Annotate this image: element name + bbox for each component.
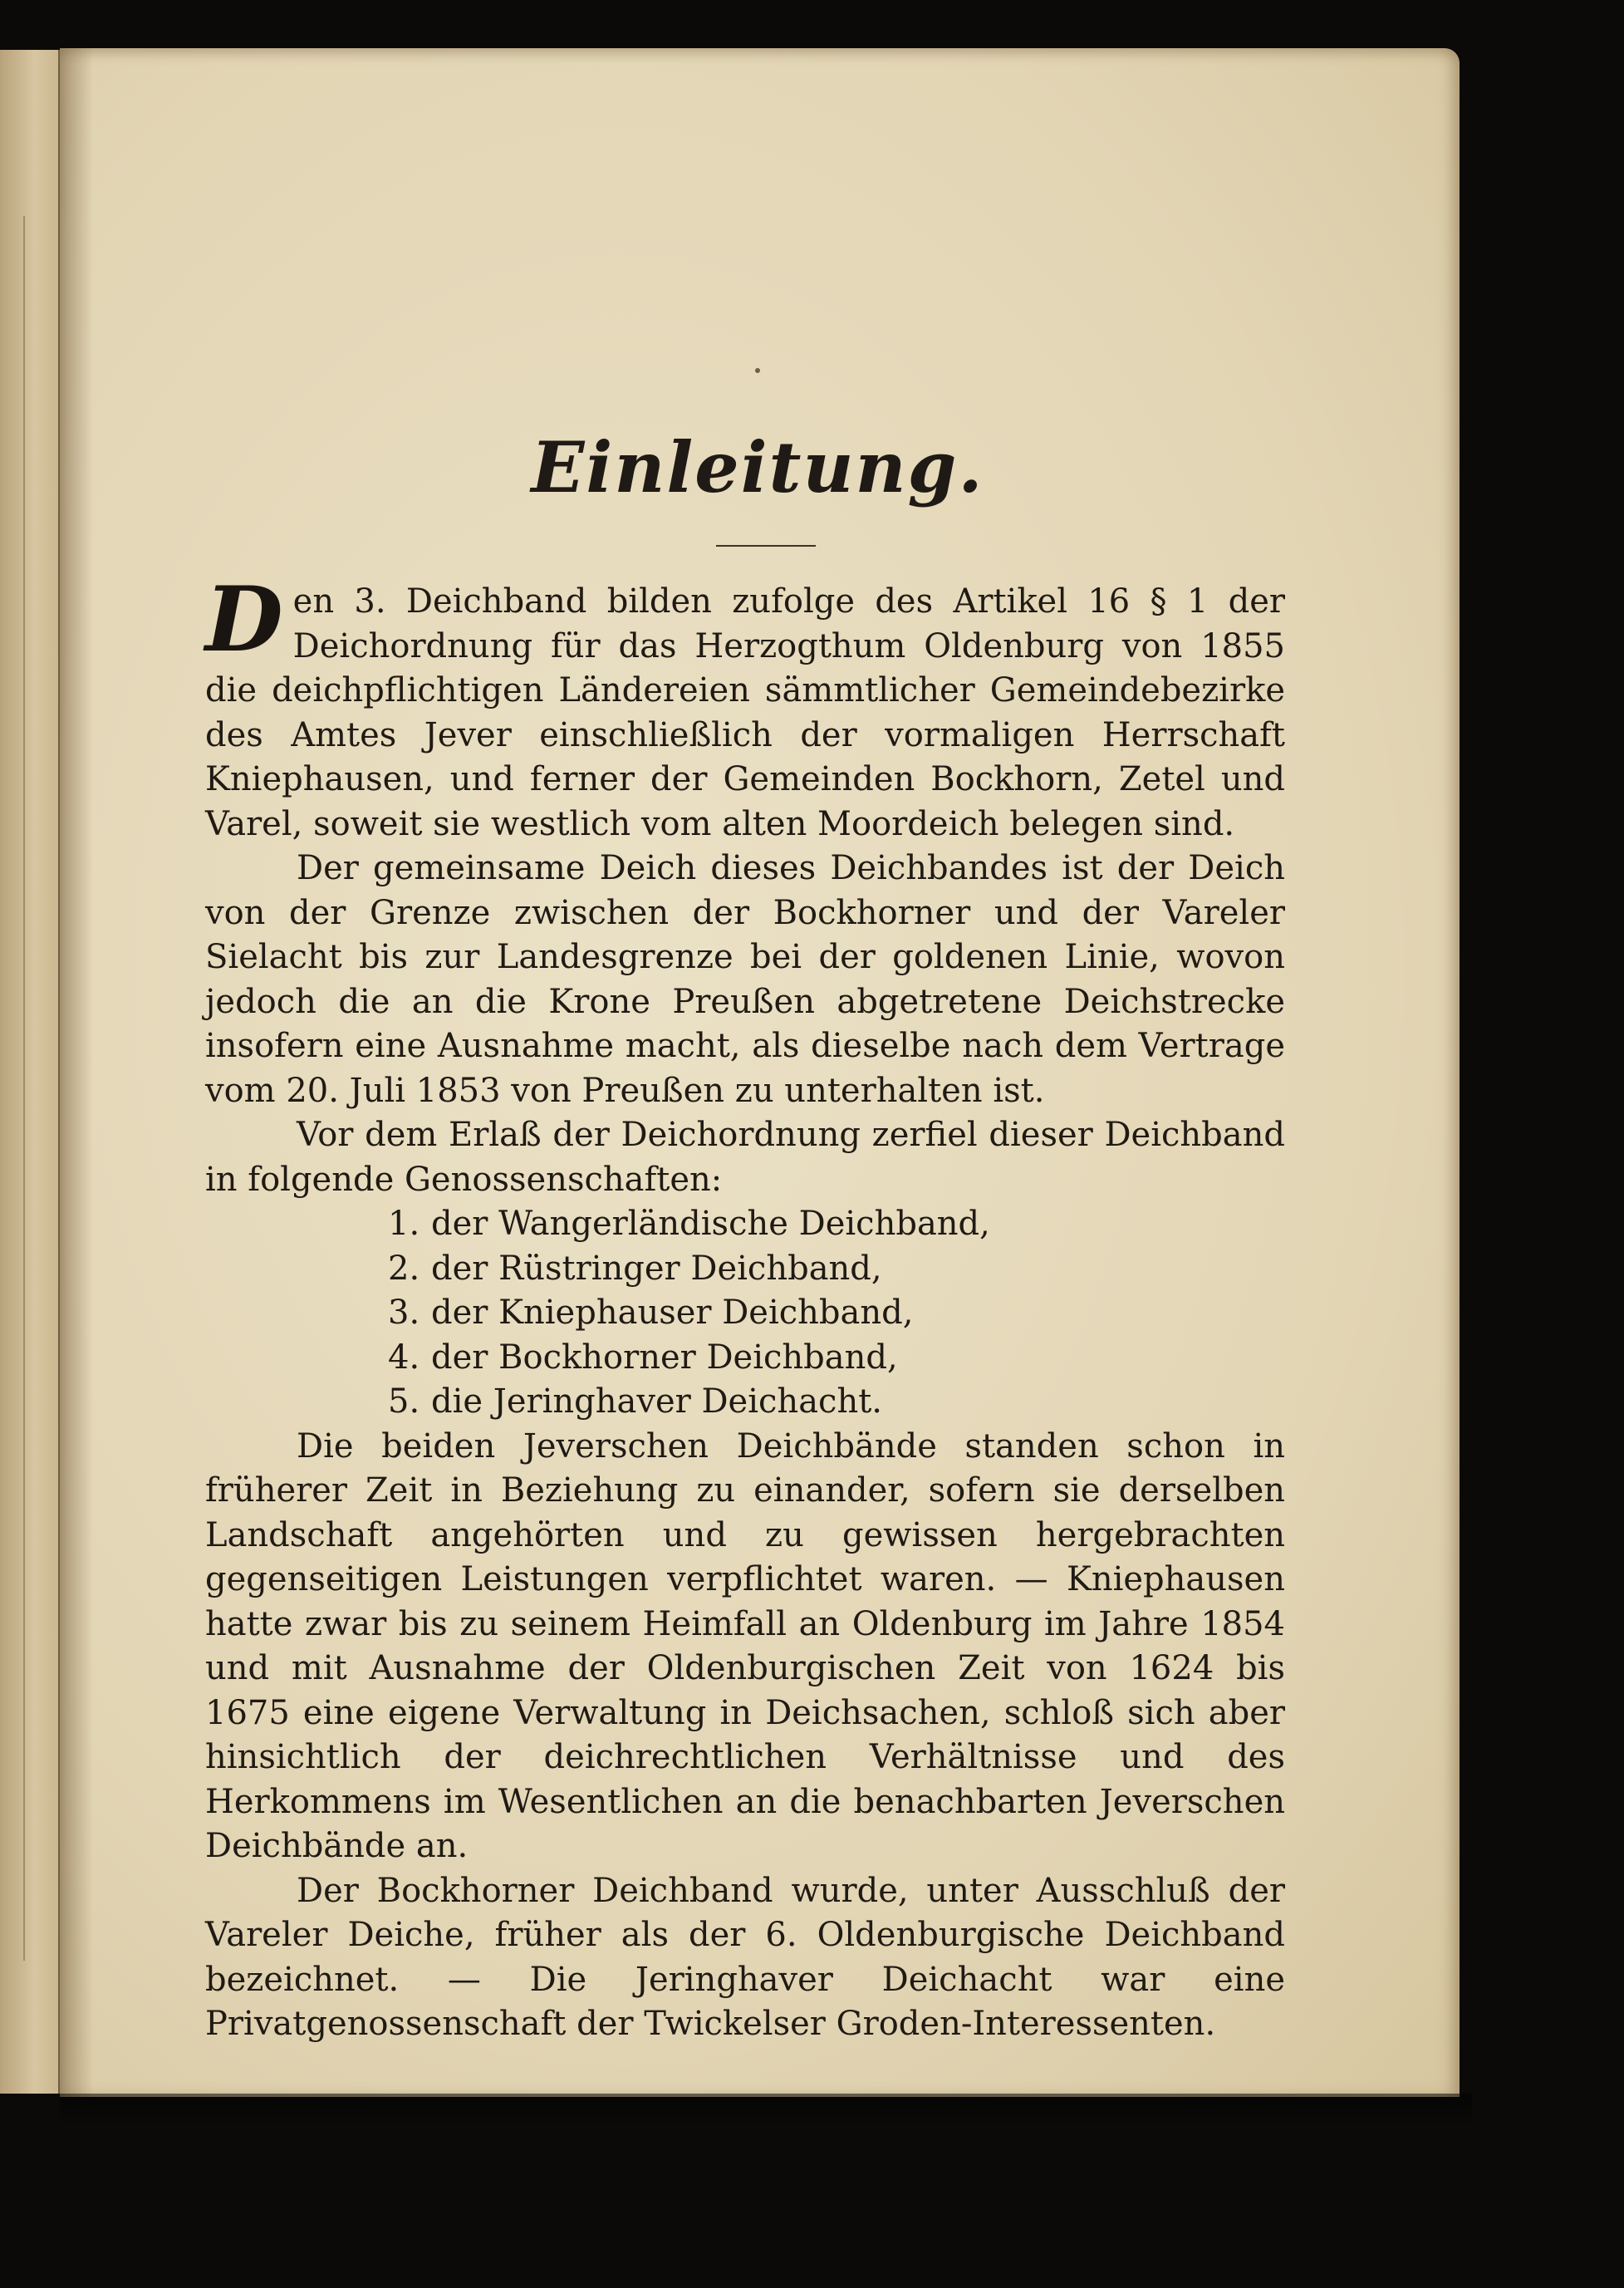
body-text <box>205 567 1285 2047</box>
list-item-number: 2. <box>388 1249 420 1288</box>
paragraph-2: Der gemeinsame Deich dieses Deichbandes ist der Deich von der Grenze zwischen der Bockhorner und der Vareler Sielacht bis zur Landesgrenze bei der goldenen Linie, wovon jedoch die an die Krone Preußen abgetretene Deichstrecke insofern eine Ausnahme macht, als dieselbe nach dem Vertrage vom 20. Juli 1853 von Preußen zu unterhalten ist. <box>205 849 1285 1110</box>
paragraph-5: Der Bockhorner Deichband wurde, unter Ausschluß der Vareler Deiche, früher als der 6. Oldenburgische Deichband bezeichnet. — Die Jeringhaver Deichacht war eine Privatgenossenschaft der Twickelser Groden-Interessenten. <box>205 1871 1285 2043</box>
left-page-edge <box>0 50 60 2094</box>
paragraph-1-text: en 3. Deichband bilden zufolge des Artikel 16 § 1 der Deichordnung für das Herzogthum Oldenburg von 1855 die deichpflichtigen Ländereien sämmtlicher Gemeindebezirke des Amtes Jever einschließlich der vormaligen Herrschaft Kniephausen, und ferner der Gemeinden Bockhorn, Zetel und Varel, soweit sie westlich vom alten Moordeich belegen sind. <box>205 582 1285 843</box>
genossenschaften-list <box>205 1202 1285 1425</box>
page-spine-shadow <box>60 48 93 2097</box>
list-item-number: 5. <box>388 1382 420 1421</box>
page-title: Einleitung. <box>531 426 984 508</box>
book-page <box>60 48 1460 2097</box>
paragraph-3: Vor dem Erlaß der Deichordnung zerfiel dieser Deichband in folgende Genossenschaften: <box>205 1116 1285 1199</box>
list-item <box>388 1202 1285 1247</box>
paragraph-4: Die beiden Jeverschen Deichbände standen schon in früherer Zeit in Beziehung zu einander, sofern sie derselben Landschaft angehörten und zu gewissen hergebrachten gegenseitigen Leistungen verpflichtet waren. — Kniephausen hatte zwar bis zu seinem Heimfall an Oldenburg im Jahre 1854 und mit Ausnahme der Oldenburgischen Zeit von 1624 bis 1675 eine eigene Verwaltung in Deichsachen, schloß sich aber hinsichtlich der deichrechtlichen Verhältnisse und des Herkommens im Wesentlichen an die benachbarten Jeverschen Deichbände an. <box>205 1426 1285 1865</box>
list-item-number: 4. <box>388 1338 420 1377</box>
list-item-number: 3. <box>388 1294 420 1332</box>
list-item-text: die Jeringhaver Deichacht. <box>431 1382 882 1421</box>
list-item <box>388 1247 1285 1292</box>
drop-initial: D <box>205 567 283 672</box>
left-page-marks <box>23 216 30 1961</box>
list-item-text: der Rüstringer Deichband, <box>431 1249 882 1288</box>
page-bottom-shadow <box>60 2094 1472 2127</box>
list-item <box>388 1291 1285 1336</box>
list-item-number: 1. <box>388 1205 420 1243</box>
title-rule <box>716 545 816 547</box>
list-item-text: der Kniephauser Deichband, <box>431 1294 914 1332</box>
list-item <box>388 1336 1285 1381</box>
ink-dot <box>755 368 760 373</box>
list-item <box>388 1380 1285 1425</box>
list-item-text: der Wangerländische Deichband, <box>431 1205 990 1243</box>
paragraph-1 <box>205 567 1285 847</box>
list-item-text: der Bockhorner Deichband, <box>431 1338 898 1377</box>
